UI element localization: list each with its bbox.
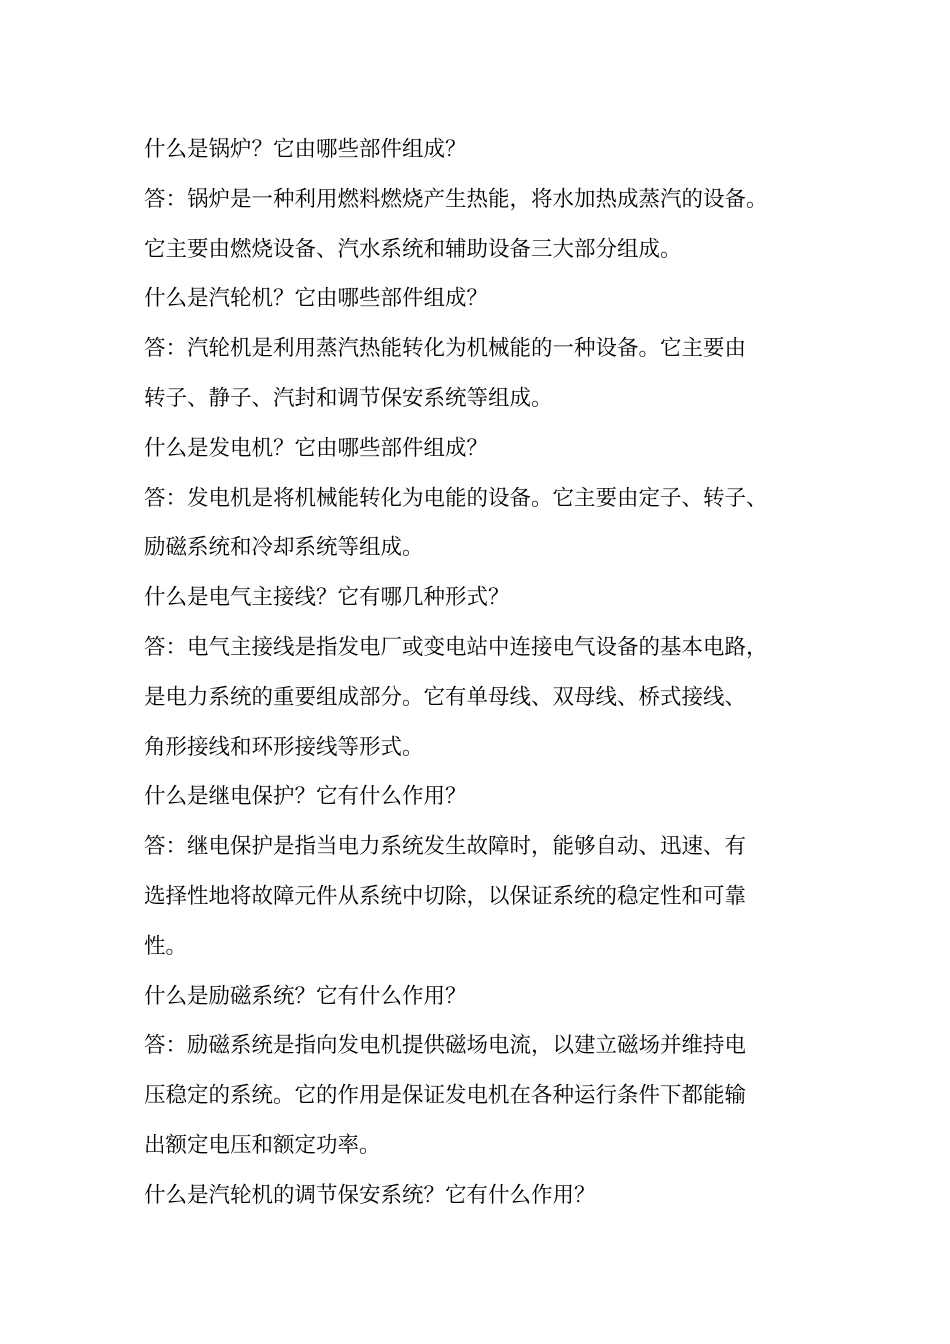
answer-generator-line-2: 励磁系统和冷却系统等组成。 (144, 535, 424, 561)
answer-main-wiring-line-2: 是电力系统的重要组成部分。它有单母线、双母线、桥式接线、 (144, 684, 747, 710)
answer-turbine-line-1: 答：汽轮机是利用蒸汽热能转化为机械能的一种设备。它主要由 (144, 336, 747, 362)
answer-excitation-line-1: 答：励磁系统是指向发电机提供磁场电流，以建立磁场并维持电 (144, 1033, 747, 1059)
question-generator: 什么是发电机？它由哪些部件组成？ (144, 435, 489, 461)
answer-generator-line-1: 答：发电机是将机械能转化为电能的设备。它主要由定子、转子、 (144, 485, 768, 511)
answer-turbine-line-2: 转子、静子、汽封和调节保安系统等组成。 (144, 385, 553, 411)
document-body (144, 125, 834, 1221)
question-turbine: 什么是汽轮机？它由哪些部件组成？ (144, 286, 489, 312)
question-excitation: 什么是励磁系统？它有什么作用？ (144, 983, 467, 1009)
answer-boiler-line-2: 它主要由燃烧设备、汽水系统和辅助设备三大部分组成。 (144, 236, 682, 262)
question-turbine-control: 什么是汽轮机的调节保安系统？它有什么作用？ (144, 1182, 596, 1208)
answer-relay-protection-line-1: 答：继电保护是指当电力系统发生故障时，能够自动、迅速、有 (144, 834, 747, 860)
answer-relay-protection-line-2: 选择性地将故障元件从系统中切除，以保证系统的稳定性和可靠 (144, 883, 747, 909)
answer-boiler-line-1: 答：锅炉是一种利用燃料燃烧产生热能，将水加热成蒸汽的设备。 (144, 186, 768, 212)
question-boiler: 什么是锅炉？它由哪些部件组成？ (144, 137, 467, 162)
answer-excitation-line-2: 压稳定的系统。它的作用是保证发电机在各种运行条件下都能输 (144, 1083, 747, 1109)
answer-main-wiring-line-3: 角形接线和环形接线等形式。 (144, 734, 424, 760)
answer-main-wiring-line-1: 答：电气主接线是指发电厂或变电站中连接电气设备的基本电路， (144, 634, 768, 660)
answer-excitation-line-3: 出额定电压和额定功率。 (144, 1132, 381, 1158)
question-main-wiring: 什么是电气主接线？它有哪几种形式？ (144, 585, 510, 611)
answer-relay-protection-line-3: 性。 (144, 933, 188, 959)
question-relay-protection: 什么是继电保护？它有什么作用？ (144, 784, 467, 810)
